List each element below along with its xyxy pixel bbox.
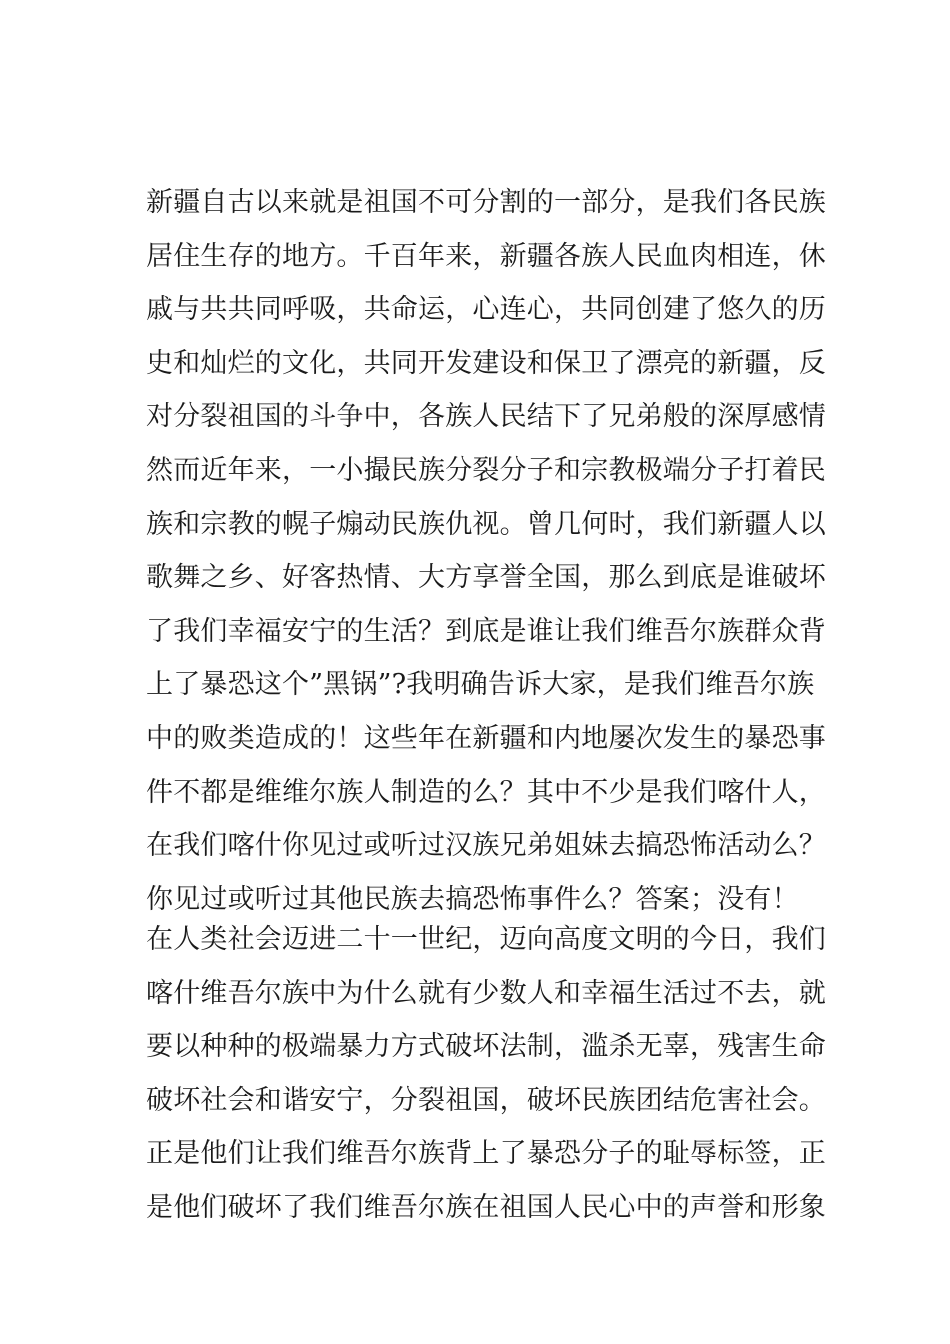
- text-line: 了我们幸福安宁的生活？到底是谁让我们维吾尔族群众背: [146, 615, 826, 647]
- text-line: 中的败类造成的！这些年在新疆和内地屡次发生的暴恐事: [146, 722, 826, 754]
- text-line: 居住生存的地方。千百年来，新疆各族人民血肉相连，休: [146, 240, 826, 272]
- text-line: 对分裂祖国的斗争中，各族人民结下了兄弟般的深厚感情: [146, 401, 826, 433]
- text-line: 破坏社会和谐安宁，分裂祖国，破坏民族团结危害社会。: [146, 1084, 826, 1116]
- text-line: 族和宗教的幌子煽动民族仇视。曾几何时，我们新疆人以: [146, 508, 826, 540]
- text-line: 戚与共共同呼吸，共命运，心连心，共同创建了悠久的历: [146, 294, 826, 326]
- text-line: 在人类社会迈进二十一世纪，迈向高度文明的今日，我们: [146, 924, 826, 955]
- text-line: 在我们喀什你见过或听过汉族兄弟姐妹去搞恐怖活动么？: [146, 830, 826, 862]
- paragraph-2: [146, 913, 826, 1235]
- text-line: 上了暴恐这个”黑锅”?我明确告诉大家，是我们维吾尔族: [146, 669, 815, 701]
- text-line: 歌舞之乡、好客热情、大方享誉全国，那么到底是谁破坏: [146, 562, 826, 594]
- text-line: 新疆自古以来就是祖国不可分割的一部分，是我们各民族: [146, 187, 826, 218]
- text-line: 然而近年来，一小撮民族分裂分子和宗教极端分子打着民: [146, 454, 826, 486]
- text-line: 件不都是维维尔族人制造的么？其中不少是我们喀什人，: [146, 776, 826, 808]
- text-line: 你见过或听过其他民族去搞恐怖事件么？答案；没有！: [146, 883, 799, 915]
- text-line: 是他们破坏了我们维吾尔族在祖国人民心中的声誉和形象: [146, 1191, 826, 1223]
- text-line: 喀什维吾尔族中为什么就有少数人和幸福生活过不去，就: [146, 977, 826, 1009]
- text-line: 史和灿烂的文化，共同开发建设和保卫了漂亮的新疆，反: [146, 347, 826, 379]
- text-line: 要以种种的极端暴力方式破坏法制，滥杀无辜，残害生命: [146, 1031, 826, 1063]
- paragraph-1: [146, 176, 826, 926]
- text-line: 正是他们让我们维吾尔族背上了暴恐分子的耻辱标签，正: [146, 1138, 826, 1170]
